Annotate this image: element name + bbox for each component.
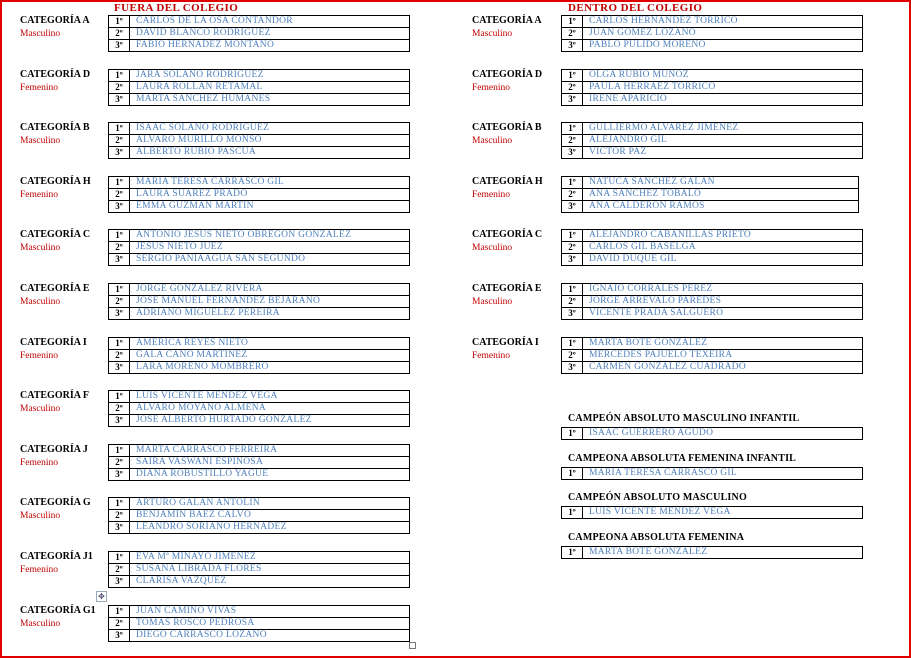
place-cell: 2º xyxy=(109,81,130,93)
category-label xyxy=(20,444,115,469)
table-row xyxy=(109,605,410,617)
winner-name-cell: SUSANA LIBRADA FLORES xyxy=(130,564,410,576)
place-cell: 1º xyxy=(562,284,583,296)
winner-name-cell: EMMA GUZMAN MARTIN xyxy=(130,200,410,212)
category-gender: Masculino xyxy=(472,136,513,147)
category-name: CATEGORÍA F xyxy=(20,390,89,402)
category-name: CATEGORÍA I xyxy=(472,336,539,348)
winner-name-cell: AMERICA REYES NIETO xyxy=(130,337,410,349)
category-name: CATEGORÍA B xyxy=(20,122,90,134)
category-gender: Masculino xyxy=(20,511,61,522)
table-row xyxy=(109,391,410,403)
results-table xyxy=(561,229,863,266)
place-cell: 1º xyxy=(562,69,583,81)
table-row xyxy=(109,522,410,534)
winner-name-cell: JORGE ARREVALO PAREDES xyxy=(583,296,863,308)
winner-name-cell: ALEJANDRO GIL xyxy=(583,135,863,147)
table-row xyxy=(109,188,410,200)
place-cell: 2º xyxy=(109,28,130,40)
place-cell: 3º xyxy=(562,254,583,266)
results-table xyxy=(108,15,410,52)
category-label xyxy=(20,390,115,415)
place-cell: 1º xyxy=(562,467,583,479)
category-label xyxy=(20,283,115,308)
category-name: CATEGORÍA G xyxy=(20,497,91,509)
table-row xyxy=(109,176,410,188)
place-cell: 2º xyxy=(562,81,583,93)
category-gender: Femenino xyxy=(20,565,58,575)
category-gender: Femenino xyxy=(20,189,58,200)
winner-name-cell: LARA MORENO MOMBRERO xyxy=(130,361,410,373)
place-cell: 3º xyxy=(109,468,130,480)
winner-name-cell: ALVARO MOYANO ALMENA xyxy=(130,403,410,415)
winner-name-cell: JARA SOLANO RODRIGUEZ xyxy=(130,69,410,81)
place-cell: 2º xyxy=(109,403,130,415)
place-cell: 3º xyxy=(562,308,583,320)
results-table xyxy=(561,15,863,52)
place-cell: 1º xyxy=(109,552,130,564)
champion-table xyxy=(561,427,863,440)
winner-name-cell: ISAAC SOLANO RODRIGUEZ xyxy=(130,123,410,135)
table-row xyxy=(562,176,859,188)
table-row xyxy=(562,467,863,479)
category-name: CATEGORÍA A xyxy=(20,15,90,26)
category-gender: Femenino xyxy=(20,82,58,93)
table-row xyxy=(109,576,410,588)
winner-name-cell: JUAN CAMINO VIVAS xyxy=(130,605,410,617)
winner-name-cell: PAULA HERRAEZ TORRICO xyxy=(583,81,863,93)
category-gender: Masculino xyxy=(20,136,61,147)
place-cell: 1º xyxy=(562,428,583,440)
place-cell: 1º xyxy=(109,337,130,349)
place-cell: 1º xyxy=(562,546,583,558)
category-name: CATEGORÍA E xyxy=(472,283,542,294)
category-gender: Masculino xyxy=(472,243,513,254)
winner-name-cell: DIANA ROBUSTILLO YAGUE xyxy=(130,468,410,480)
category-name: CATEGORÍA G1 xyxy=(20,604,96,616)
winner-name-cell: CARLOS DE LA OSA CONTANDOR xyxy=(130,16,410,28)
table-row xyxy=(109,629,410,641)
table-row xyxy=(562,123,863,135)
place-cell: 3º xyxy=(109,308,130,320)
winner-name-cell: TOMAS ROSCO PEDROSA xyxy=(130,617,410,629)
table-row xyxy=(109,308,410,320)
results-table xyxy=(561,337,863,374)
winner-name-cell: EVA Mª MINAYO JIMENEZ xyxy=(130,552,410,564)
table-row xyxy=(109,564,410,576)
place-cell: 2º xyxy=(109,510,130,522)
place-cell: 2º xyxy=(562,349,583,361)
champion-title: CAMPEONA ABSOLUTA FEMENINA INFANTIL xyxy=(568,452,797,464)
winner-name-cell: GALA CANO MARTINEZ xyxy=(130,349,410,361)
table-row xyxy=(109,349,410,361)
category-label xyxy=(20,69,115,94)
category-gender: Masculino xyxy=(20,243,61,254)
category-name: CATEGORÍA I xyxy=(20,336,87,348)
header-fuera-del-colegio: FUERA DEL COLEGIO xyxy=(114,2,239,14)
header-dentro-del-colegio: DENTRO DEL COLEGIO xyxy=(568,2,703,14)
category-name: CATEGORÍA J1 xyxy=(20,551,93,562)
place-cell: 3º xyxy=(562,93,583,105)
winner-name-cell: FABIO HERNADEZ MONTAÑO xyxy=(130,40,410,52)
table-row xyxy=(562,93,863,105)
place-cell: 1º xyxy=(562,176,583,188)
results-table xyxy=(108,283,410,320)
winner-name-cell: ANA CALDERON RAMOS xyxy=(583,200,859,212)
winner-name-cell: SAIRA VASWANI ESPINOSA xyxy=(130,456,410,468)
results-table xyxy=(561,69,863,106)
place-cell: 3º xyxy=(562,361,583,373)
winner-name-cell: MERCEDES PAJUELO TEXEIRA xyxy=(583,349,863,361)
winner-name-cell: ADRIANO MIGUELEZ PEREIRA xyxy=(130,308,410,320)
table-row xyxy=(109,552,410,564)
winner-name-cell: MARIA TERESA CARRASCO GIL xyxy=(130,176,410,188)
table-row xyxy=(109,81,410,93)
table-row xyxy=(109,230,410,242)
place-cell: 3º xyxy=(562,200,583,212)
champion-table xyxy=(561,546,863,559)
winner-name-cell: OLGA RUBIO MUÑOZ xyxy=(583,69,863,81)
winner-name-cell: ALEJANDRO CABANILLAS PRIETO xyxy=(583,230,863,242)
table-row xyxy=(109,40,410,52)
table-row xyxy=(109,498,410,510)
winner-name-cell: SERGIO PANIAAGUA SAN SEGUNDO xyxy=(130,254,410,266)
category-gender: Masculino xyxy=(472,297,513,307)
results-table xyxy=(108,229,410,266)
place-cell: 2º xyxy=(109,456,130,468)
place-cell: 2º xyxy=(562,296,583,308)
table-row xyxy=(109,93,410,105)
winner-name-cell: ARTURO GALAN ANTOLIN xyxy=(130,498,410,510)
winner-name-cell: LUIS VICENTE MENDEZ VEGA xyxy=(583,507,863,519)
winner-name-cell: LUIS VICENTE MENDEZ VEGA xyxy=(130,391,410,403)
winner-name-cell: MARTA CARRASCO FERREIRA xyxy=(130,444,410,456)
place-cell: 2º xyxy=(109,564,130,576)
table-row xyxy=(562,230,863,242)
place-cell: 3º xyxy=(562,147,583,159)
table-row xyxy=(109,510,410,522)
place-cell: 2º xyxy=(109,349,130,361)
category-label xyxy=(472,69,567,94)
category-label xyxy=(20,497,115,522)
champion-table xyxy=(561,467,863,480)
results-table xyxy=(108,176,410,213)
table-row xyxy=(562,308,863,320)
place-cell: 1º xyxy=(109,123,130,135)
category-gender: Masculino xyxy=(20,618,61,629)
place-cell: 2º xyxy=(562,188,583,200)
place-cell: 1º xyxy=(562,230,583,242)
winner-name-cell: ALVARO MURILLO MONSO xyxy=(130,135,410,147)
table-row xyxy=(562,135,863,147)
table-row xyxy=(109,337,410,349)
winner-name-cell: IRENE APARICIO xyxy=(583,93,863,105)
table-row xyxy=(109,284,410,296)
category-label xyxy=(20,229,115,254)
category-label xyxy=(20,176,115,201)
table-row xyxy=(562,296,863,308)
winner-name-cell: JOSE MANUEL FERNANDEZ BEJARANO xyxy=(130,296,410,308)
place-cell: 1º xyxy=(109,176,130,188)
table-row xyxy=(562,81,863,93)
results-table xyxy=(108,605,410,642)
table-row xyxy=(562,337,863,349)
category-name: CATEGORÍA H xyxy=(20,175,91,187)
table-row xyxy=(109,617,410,629)
place-cell: 3º xyxy=(109,93,130,105)
table-row xyxy=(562,188,859,200)
champion-title: CAMPEÓN ABSOLUTO MASCULINO xyxy=(568,492,747,504)
category-label xyxy=(20,122,115,147)
place-cell: 1º xyxy=(109,69,130,81)
category-gender: Femenino xyxy=(472,189,510,200)
winner-name-cell: GULLIERMO ALVAREZ JIMENEZ xyxy=(583,123,863,135)
table-row xyxy=(109,242,410,254)
place-cell: 2º xyxy=(109,188,130,200)
place-cell: 3º xyxy=(109,200,130,212)
table-row xyxy=(109,254,410,266)
winner-name-cell: BENJAMIN BAEZ CALVO xyxy=(130,510,410,522)
champion-title: CAMPEÓN ABSOLUTO MASCULINO INFANTIL xyxy=(568,413,800,424)
category-label xyxy=(472,229,567,254)
category-label xyxy=(20,15,115,40)
place-cell: 1º xyxy=(109,444,130,456)
table-row xyxy=(562,200,859,212)
winner-name-cell: LAURA ROLLAN RETAMAL xyxy=(130,81,410,93)
category-label xyxy=(472,122,567,147)
category-label xyxy=(20,551,115,576)
category-label xyxy=(472,283,567,308)
table-row xyxy=(109,403,410,415)
category-gender: Masculino xyxy=(20,404,61,415)
winner-name-cell: MARTA SANCHEZ HUMANES xyxy=(130,93,410,105)
winner-name-cell: VICENTE PRADA SALGUERO xyxy=(583,308,863,320)
place-cell: 2º xyxy=(109,135,130,147)
winner-name-cell: PABLO PULIDO MORENO xyxy=(583,40,863,52)
table-row xyxy=(109,456,410,468)
place-cell: 3º xyxy=(109,522,130,534)
results-table xyxy=(108,122,410,159)
place-cell: 1º xyxy=(562,507,583,519)
table-row xyxy=(109,28,410,40)
table-row xyxy=(562,507,863,519)
table-resize-handle[interactable] xyxy=(409,642,416,649)
winner-name-cell: NATUCA SANCHEZ GALAN xyxy=(583,176,859,188)
winner-name-cell: JOSE ALBERTO HURTADO GONZALEZ xyxy=(130,415,410,427)
table-row xyxy=(562,16,863,28)
results-table xyxy=(108,551,410,588)
table-row xyxy=(562,361,863,373)
winner-name-cell: CARLOS GIL BASELGA xyxy=(583,242,863,254)
category-name: CATEGORÍA A xyxy=(472,15,542,26)
place-cell: 1º xyxy=(109,391,130,403)
table-row xyxy=(109,415,410,427)
winner-name-cell: ANTONIO JESUS NIETO OBREGON GONZALEZ xyxy=(130,230,410,242)
results-table xyxy=(561,176,859,213)
table-row xyxy=(109,135,410,147)
category-gender: Masculino xyxy=(20,29,61,39)
category-name: CATEGORÍA C xyxy=(20,229,91,241)
table-row xyxy=(562,40,863,52)
winner-name-cell: CLARISA VAZQUEZ xyxy=(130,576,410,588)
results-table xyxy=(108,390,410,427)
category-label xyxy=(20,605,115,630)
place-cell: 1º xyxy=(562,123,583,135)
winner-name-cell: DIEGO CARRASCO LOZANO xyxy=(130,629,410,641)
place-cell: 3º xyxy=(109,629,130,641)
place-cell: 1º xyxy=(562,16,583,28)
results-table xyxy=(108,337,410,374)
category-gender: Masculino xyxy=(472,29,513,39)
winner-name-cell: JESUS NIETO JUEZ xyxy=(130,242,410,254)
move-arrows-icon[interactable]: ✥ xyxy=(96,591,107,602)
place-cell: 3º xyxy=(109,147,130,159)
category-gender: Femenino xyxy=(472,350,510,361)
table-row xyxy=(562,242,863,254)
table-row xyxy=(109,69,410,81)
category-name: CATEGORÍA D xyxy=(20,68,91,80)
winner-name-cell: VICTOR PAZ xyxy=(583,147,863,159)
place-cell: 3º xyxy=(109,254,130,266)
place-cell: 2º xyxy=(562,28,583,40)
category-name: CATEGORÍA C xyxy=(472,229,543,241)
winner-name-cell: ISAAC GUERRERO AGUDO xyxy=(583,428,863,440)
results-table xyxy=(108,444,410,481)
place-cell: 1º xyxy=(109,284,130,296)
table-row xyxy=(562,69,863,81)
place-cell: 1º xyxy=(109,605,130,617)
place-cell: 3º xyxy=(109,576,130,588)
table-row xyxy=(562,147,863,159)
results-table xyxy=(561,122,863,159)
winner-name-cell: LAURA SUAREZ PRADO xyxy=(130,188,410,200)
category-gender: Femenino xyxy=(20,457,58,468)
table-row xyxy=(562,254,863,266)
winner-name-cell: MARIA TERESA CARRASCO GIL xyxy=(583,467,863,479)
place-cell: 2º xyxy=(562,242,583,254)
table-row xyxy=(562,284,863,296)
category-name: CATEGORÍA D xyxy=(472,68,543,80)
category-label xyxy=(472,15,567,40)
winner-name-cell: CARLOS HERNANDEZ TORRICO xyxy=(583,16,863,28)
place-cell: 1º xyxy=(109,230,130,242)
table-row xyxy=(562,349,863,361)
category-label xyxy=(472,337,567,362)
table-row xyxy=(109,296,410,308)
results-table xyxy=(108,69,410,106)
table-row xyxy=(109,200,410,212)
place-cell: 3º xyxy=(109,361,130,373)
place-cell: 2º xyxy=(109,242,130,254)
champion-title: CAMPEONA ABSOLUTA FEMENINA xyxy=(568,531,745,543)
winner-name-cell: ALBERTO RUBIO PASCUA xyxy=(130,147,410,159)
table-row xyxy=(109,147,410,159)
table-row xyxy=(109,468,410,480)
category-label xyxy=(20,337,115,362)
category-gender: Masculino xyxy=(20,297,61,307)
table-row xyxy=(109,444,410,456)
winner-name-cell: DAVID DUQUE GIL xyxy=(583,254,863,266)
place-cell: 3º xyxy=(109,415,130,427)
table-row xyxy=(109,361,410,373)
place-cell: 2º xyxy=(109,617,130,629)
winner-name-cell: JUAN GOMEZ LOZANO xyxy=(583,28,863,40)
table-row xyxy=(562,428,863,440)
category-name: CATEGORÍA E xyxy=(20,283,90,294)
place-cell: 1º xyxy=(109,498,130,510)
place-cell: 1º xyxy=(109,16,130,28)
results-table xyxy=(561,283,863,320)
place-cell: 1º xyxy=(562,337,583,349)
place-cell: 2º xyxy=(109,296,130,308)
table-row xyxy=(562,546,863,558)
category-name: CATEGORÍA B xyxy=(472,122,542,134)
table-row xyxy=(562,28,863,40)
table-row xyxy=(109,16,410,28)
winner-name-cell: CARMEN GONZALEZ CUADRADO xyxy=(583,361,863,373)
winner-name-cell: IGNAIO CORRALES PEREZ xyxy=(583,284,863,296)
category-name: CATEGORÍA H xyxy=(472,175,543,187)
category-label xyxy=(472,176,567,201)
winner-name-cell: JORGE GONZALEZ RIVERA xyxy=(130,284,410,296)
winner-name-cell: MARTA BOTE GONZALEZ xyxy=(583,337,863,349)
winner-name-cell: MARTA BOTE GONZALEZ xyxy=(583,546,863,558)
champion-table xyxy=(561,506,863,519)
category-gender: Femenino xyxy=(472,82,510,93)
place-cell: 3º xyxy=(562,40,583,52)
category-name: CATEGORÍA J xyxy=(20,443,88,455)
winner-name-cell: ANA SANCHEZ TOBALO xyxy=(583,188,859,200)
place-cell: 2º xyxy=(562,135,583,147)
winner-name-cell: LEANDRO SORIANO HERNADEZ xyxy=(130,522,410,534)
winner-name-cell: DAVID BLANCO RODRIGUEZ xyxy=(130,28,410,40)
category-gender: Femenino xyxy=(20,350,58,361)
results-table xyxy=(108,497,410,534)
place-cell: 3º xyxy=(109,40,130,52)
table-row xyxy=(109,123,410,135)
